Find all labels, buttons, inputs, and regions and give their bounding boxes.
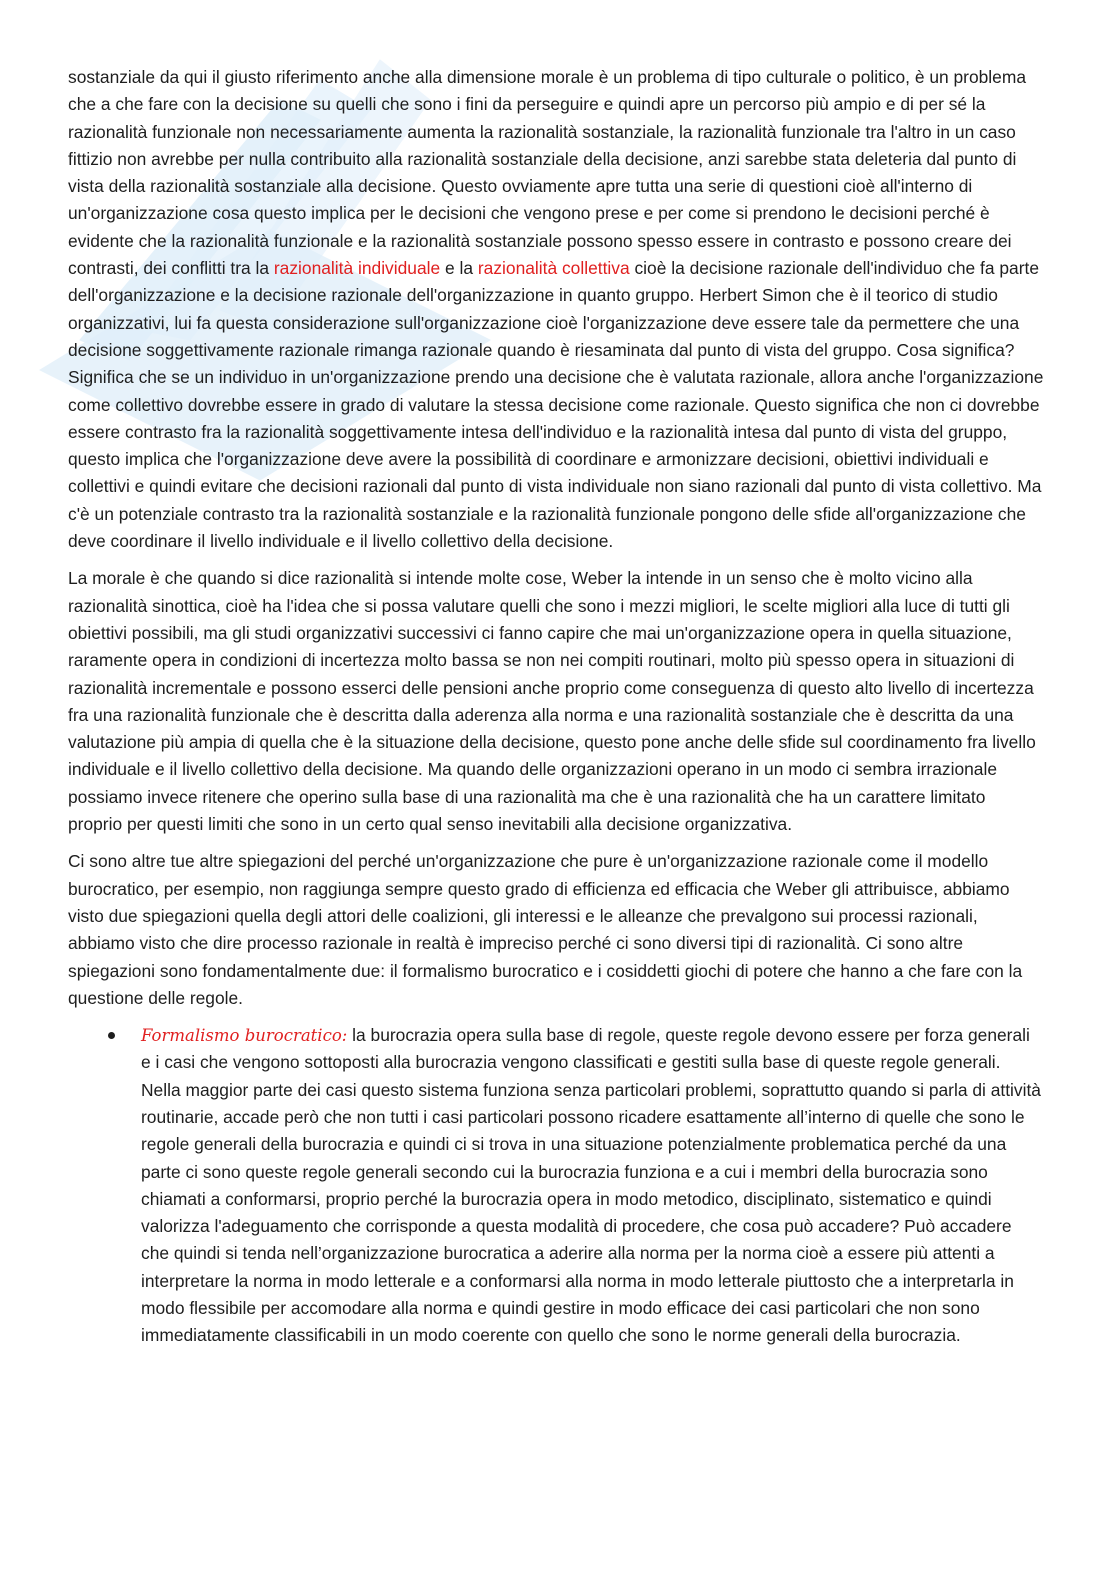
list-item xyxy=(68,1022,1044,1350)
bullet-dot-icon xyxy=(108,1032,115,1039)
paragraph-weber-rationality: La morale è che quando si dice razionalità si intende molte cose, Weber la intende in un senso che è molto vicino alla razionalità sinottica, cioè ha l'idea che si possa valutare quelli che sono i mezzi migliori, le scelte migliori alla luce di tutti gli obiettivi possibili, ma gli studi organizzativi successivi ci fanno capire che mai un'organizzazione opera in quella situazione, raramente opera in condizioni di incertezza molto bassa se non nei compiti routinari, molto più spesso opera in situazioni di razionalità incrementale e possono esserci delle pensioni anche proprio come conseguenza di questo alto livello di incertezza fra una razionalità funzionale che è descritta dalla aderenza alla norma e una razionalità sostanziale che è descritta da una valutazione più ampia di quella che è la situazione della decisione, questo pone anche delle sfide sul coordinamento fra livello individuale e il livello collettivo della decisione. Ma quando delle organizzazioni operano in un modo ci sembra irrazionale possiamo invece ritenere che operino sulla base di una razionalità ma che è una razionalità che ha un carattere limitato proprio per questi limiti che sono in un certo qual senso inevitabili alla decisione organizzativa. xyxy=(68,568,1036,835)
bullet-text-formalismo: la burocrazia opera sulla base di regole, queste regole devono essere per forza generali e i casi che vengono sottoposti alla burocrazia vengono classificati e gestiti sulla base di queste regole generali. Nella maggior parte dei casi questo sistema funziona senza particolari problemi, soprattutto quando si parla di attività routinarie, accade però che non tutti i casi particolari possono ricadere esattamente all’interno di quelle che sono le regole generali della burocrazia e quindi ci si trova in una situazione potenzialmente problematica perché da una parte ci sono queste regole generali secondo cui la burocrazia funziona e a cui i membri della burocrazia sono chiamati a conformarsi, proprio perché la burocrazia opera in modo metodico, disciplinato, sistematico e quindi valorizza l'adeguamento che corrisponde a questa modalità di procedere, che cosa può accadere? Può accadere che quindi si tenda nell’organizzazione burocratica a aderire alla norma per la norma cioè a essere più attenti a interpretare la norma in modo letterale e a conformarsi alla norma in modo letterale piuttosto che a interpretarla in modo flessibile per accomodare alla norma e quindi gestire in modo efficace dei casi particolari che non sono immediatamente classificabili in un modo coerente con quello che sono le norme generali della burocrazia. xyxy=(141,1025,1041,1346)
paragraph-1-text-c: cioè la decisione razionale dell'individuo che fa parte dell'organizzazione e la decisione razionale dell'organizzazione in quanto gruppo. Herbert Simon che è il teorico di studio organizzativi, lui fa questa considerazione sull'organizzazione cioè l'organizzazione deve essere tale da permettere che una decisione soggettivamente razionale rimanga razionale quando è riesaminata dal punto di vista del gruppo. Cosa significa? Significa che se un individuo in un'organizzazione prendo una decisione che è valutata razionale, allora anche l'organizzazione come collettivo dovrebbe essere in grado di valutare la stessa decisione come razionale. Questo significa che non ci dovrebbe essere contrasto fra la razionalità soggettivamente intesa dell'individuo e la razionalità intesa dal punto di vista del gruppo, questo implica che l'organizzazione deve avere la possibilità di coordinare e armonizzare decisioni, obiettivi individuali e collettivi e quindi evitare che decisioni razionali dal punto di vista individuale non siano razionali dal punto di vista collettivo. Ma c'è un potenziale contrasto tra la razionalità sostanziale e la razionalità funzionale pongono delle sfide all'organizzazione che deve coordinare il livello individuale e il livello collettivo della decisione. xyxy=(68,258,1044,552)
paragraph-1-text-a: sostanziale da qui il giusto riferimento anche alla dimensione morale è un problema di tipo culturale o politico, è un problema che a che fare con la decisione su quelli che sono i fini da perseguire e quindi apre un percorso più ampio e di per sé la razionalità funzionale non necessariamente aumenta la razionalità sostanziale, la razionalità funzionale tra l'altro in un caso fittizio non avrebbe per nulla contribuito alla razionalità sostanziale della decisione, anzi sarebbe stata deleteria dal punto di vista della razionalità sostanziale alla decisione. Questo ovviamente apre tutta una serie di questioni cioè all'interno di un'organizzazione cosa questo implica per le decisioni che vengono prese e per come si prendono le decisioni perché è evidente che la razionalità funzionale e la razionalità sostanziale possono spesso essere in contrasto e possono creare dei contrasti, dei conflitti tra la xyxy=(68,67,1026,279)
highlight-individual-rationality: razionalità individuale xyxy=(273,258,441,279)
paragraph-1-text-b: e la xyxy=(440,258,478,279)
bullet-list xyxy=(68,1022,1044,1350)
paragraph-other-explanations: Ci sono altre tue altre spiegazioni del perché un'organizzazione che pure è un'organizzazione razionale come il modello burocratico, per esempio, non raggiunga sempre questo grado di efficienza ed efficacia che Weber gli attribuisce, abbiamo visto due spiegazioni quella degli attori delle coalizioni, gli interessi e le alleanze che prevalgono sui processi razionali, abbiamo visto che dire processo razionale in realtà è impreciso perché ci sono diversi tipi di razionalità. Ci sono altre spiegazioni sono fondamentalmente due: il formalismo burocratico e i cosiddetti giochi di potere che hanno a che fare con la questione delle regole. xyxy=(68,851,1023,1008)
document-page xyxy=(68,64,1044,1350)
bullet-heading-formalismo: Formalismo burocratico: xyxy=(141,1026,348,1046)
highlight-collective-rationality: razionalità collettiva xyxy=(477,258,630,279)
paragraph-rationality-conflict xyxy=(68,64,1044,555)
